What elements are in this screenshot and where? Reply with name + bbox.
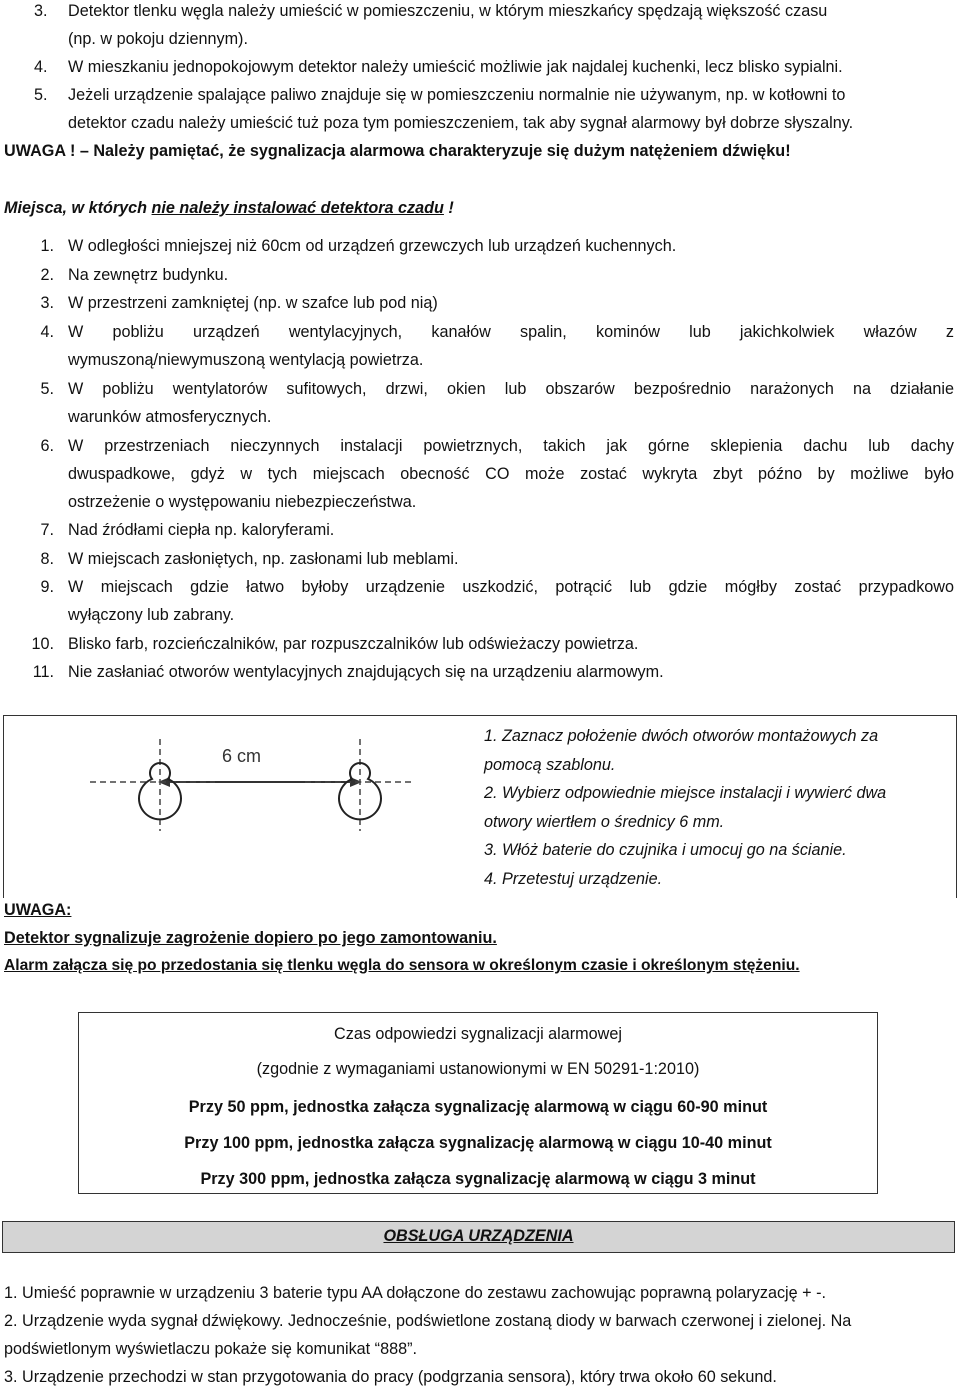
table-row: Przy 300 ppm, jednostka załącza sygnalizację alarmową w ciągu 3 minut bbox=[200, 1170, 756, 1188]
list-item-line: W odległości mniejszej niż 60cm od urządzeń grzewczych lub urządzeń kuchennych. bbox=[68, 237, 677, 255]
list-item-line: W miejscach zasłoniętych, np. zasłonami lub meblami. bbox=[68, 550, 459, 568]
list-number: 9. bbox=[40, 578, 54, 596]
operation-line: 1. Umieść poprawnie w urządzeniu 3 baterie typu AA dołączone do zestawu zachowując poprawną polaryzację + -. bbox=[4, 1284, 826, 1302]
table-row: Przy 50 ppm, jednostka załącza sygnalizację alarmową w ciągu 60-90 minut bbox=[188, 1098, 768, 1116]
list-item-line: Na zewnętrz budynku. bbox=[68, 266, 229, 284]
list-item-line: Jeżeli urządzenie spalające paliwo znajduje się w pomieszczeniu normalnie nie używanym, np. w kotłowni to bbox=[68, 86, 846, 104]
list-item-line: W pobliżu urządzeń wentylacyjnych, kanałów spalin, kominów lub jakichkolwiek włazów z bbox=[68, 323, 954, 341]
note-heading: UWAGA: bbox=[4, 901, 72, 919]
operation-line: 3. Urządzenie przechodzi w stan przygotowania do pracy (podgrzania sensora), który trwa około 60 sekund. bbox=[4, 1368, 777, 1386]
places-heading-underlined: nie należy instalować detektora czadu bbox=[151, 199, 444, 217]
places-heading-prefix: Miejsca, w których bbox=[4, 199, 152, 217]
table-subtitle: (zgodnie z wymaganiami ustanowionymi w EN 50291-1:2010) bbox=[256, 1060, 700, 1078]
places-heading-suffix: ! bbox=[443, 199, 454, 217]
operation-line: podświetlonym wyświetlaczu pokaże się komunikat “888”. bbox=[4, 1340, 417, 1358]
list-number: 11. bbox=[32, 663, 54, 681]
mounting-steps bbox=[484, 722, 944, 894]
list-number: 5. bbox=[40, 380, 54, 398]
table-title: Czas odpowiedzi sygnalizacji alarmowej bbox=[334, 1025, 622, 1043]
list-number: 8. bbox=[40, 550, 54, 568]
section-title: OBSŁUGA URZĄDZENIA bbox=[383, 1227, 574, 1245]
list-number: 4. bbox=[34, 58, 48, 76]
list-item-line: wymuszoną/niewymuszoną wentylacją powietrza. bbox=[68, 351, 424, 369]
places-heading bbox=[4, 199, 454, 218]
list-item-line: ostrzeżenie o występowaniu niebezpieczeństwa. bbox=[68, 493, 417, 511]
list-item-line: W miejscach gdzie łatwo byłoby urządzenie uszkodzić, potrącić lub gdzie mógłby zostać przypadkowo bbox=[68, 578, 954, 596]
list-item-line: wyłączony lub zabrany. bbox=[68, 606, 235, 624]
list-item-line: Nad źródłami ciepła np. kaloryferami. bbox=[68, 521, 335, 539]
list-item-line: W mieszkaniu jednopokojowym detektor należy umieścić możliwie jak najdalej kuchenki, lecz blisko sypialni. bbox=[68, 58, 843, 76]
operation-line: 2. Urządzenie wyda sygnał dźwiękowy. Jednocześnie, podświetlone zostaną diody w barwach czerwonej i zielonej. Na bbox=[4, 1312, 852, 1330]
list-number: 3. bbox=[40, 294, 54, 312]
note-line: Detektor sygnalizuje zagrożenie dopiero po jego zamontowaniu. bbox=[4, 929, 497, 947]
mount-step-line: 4. Przetestuj urządzenie. bbox=[484, 869, 663, 888]
list-item-line: W przestrzeniach nieczynnych instalacji powietrznych, takich jak górne sklepienia dachu lub dachy bbox=[68, 437, 954, 455]
list-number: 2. bbox=[40, 266, 54, 284]
list-item-line: Nie zasłaniać otworów wentylacyjnych znajdujących się na urządzeniu alarmowym. bbox=[68, 663, 664, 681]
warning-text: UWAGA ! – Należy pamiętać, że sygnalizacja alarmowa charakteryzuje się dużym natężeniem dźwięku! bbox=[4, 142, 791, 160]
list-item-line: W pobliżu wentylatorów sufitowych, drzwi, okien lub obszarów bezpośrednio narażonych na działanie bbox=[68, 380, 954, 398]
list-number: 7. bbox=[40, 521, 54, 539]
list-number: 3. bbox=[34, 2, 48, 20]
mount-step-line: otwory wiertłem o średnicy 6 mm. bbox=[484, 812, 725, 831]
list-number: 4. bbox=[40, 323, 54, 341]
response-time-table bbox=[78, 1012, 878, 1194]
mount-step-line: 2. Wybierz odpowiednie miejsce instalacji i wywierć dwa bbox=[484, 784, 887, 803]
mount-step-line: 3. Włóż baterie do czujnika i umocuj go na ścianie. bbox=[484, 841, 847, 860]
list-number: 5. bbox=[34, 86, 48, 104]
table-row: Przy 100 ppm, jednostka załącza sygnalizację alarmową w ciągu 10-40 minut bbox=[184, 1134, 772, 1152]
section-banner bbox=[2, 1221, 955, 1253]
list-item-line: W przestrzeni zamkniętej (np. w szafce lub pod nią) bbox=[68, 294, 438, 312]
list-number: 1. bbox=[40, 237, 54, 255]
list-item-line: detektor czadu należy umieścić tuż poza tym pomieszczeniem, tak aby sygnał alarmowy był dobrze słyszalny. bbox=[68, 114, 854, 132]
mount-step-line: pomocą szablonu. bbox=[484, 755, 616, 774]
list-item-line: Detektor tlenku węgla należy umieścić w pomieszczeniu, w którym mieszkańcy spędzają większość czasu bbox=[68, 2, 828, 20]
list-item-line: Blisko farb, rozcieńczalników, par rozpuszczalników lub odświeżaczy powietrza. bbox=[68, 635, 639, 653]
note-line: Alarm załącza się po przedostania się tlenku węgla do sensora w określonym czasie i określonym stężeniu. bbox=[4, 957, 800, 974]
mount-step-line: 1. Zaznacz położenie dwóch otworów montażowych za bbox=[484, 727, 879, 745]
distance-label: 6 cm bbox=[222, 746, 262, 766]
list-item-line: (np. w pokoju dziennym). bbox=[68, 30, 248, 48]
list-number: 6. bbox=[40, 437, 54, 455]
list-number: 10. bbox=[31, 635, 54, 653]
list-item-line: warunków atmosferycznych. bbox=[68, 408, 272, 426]
list-item-line: dwuspadkowe, gdyż w tych miejscach obecność CO może zostać wykryta zbyt późno by możliwe było bbox=[68, 465, 954, 483]
